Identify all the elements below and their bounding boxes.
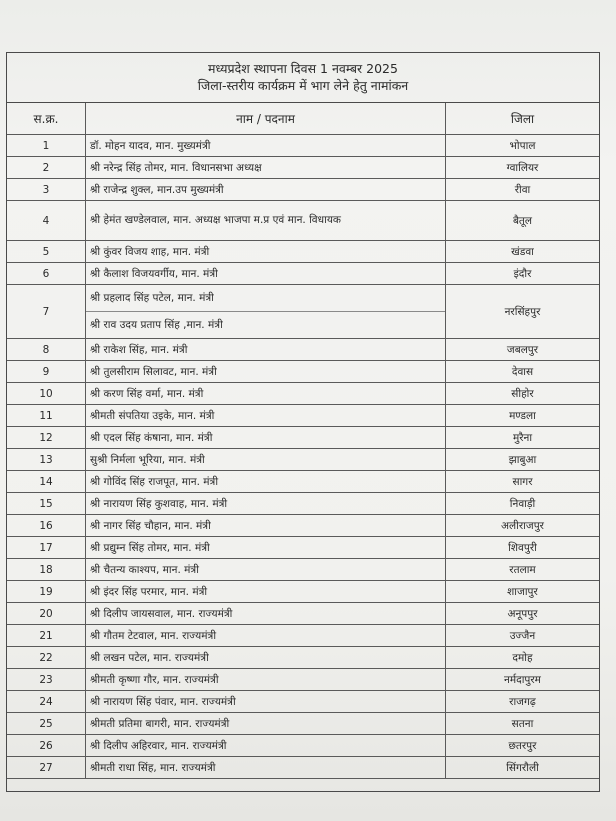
name-designation-cell [86, 471, 446, 493]
document-heading [7, 53, 599, 103]
nominee-name: श्री नागर सिंह चौहान, मान. मंत्री [90, 519, 211, 532]
name-designation-cell [86, 427, 446, 449]
name-designation-cell [86, 179, 446, 201]
header-name-designation: नाम / पदनाम [86, 103, 446, 135]
nominee-name: श्री नारायण सिंह कुशवाह, मान. मंत्री [90, 497, 228, 510]
name-designation-cell [86, 201, 446, 241]
table-row [7, 157, 599, 179]
name-designation-cell [86, 405, 446, 427]
district-cell: शिवपुरी [446, 537, 600, 559]
nomination-table [7, 103, 599, 779]
table-row [7, 361, 599, 383]
serial-no-cell: 21 [7, 625, 86, 647]
nominee-name: श्री दिलीप अहिरवार, मान. राज्यमंत्री [90, 739, 227, 752]
nominee-name: श्री गौतम टेटवाल, मान. राज्यमंत्री [90, 629, 217, 642]
name-designation-cell [86, 157, 446, 179]
serial-no-cell: 7 [7, 285, 86, 339]
name-designation-cell [86, 493, 446, 515]
serial-no-cell: 1 [7, 135, 86, 157]
nominee-name: श्री चैतन्य काश्यप, मान. मंत्री [90, 563, 199, 576]
serial-no-cell: 17 [7, 537, 86, 559]
district-cell: रतलाम [446, 559, 600, 581]
district-cell: इंदौर [446, 263, 600, 285]
table-row [7, 537, 599, 559]
nominee-name: श्री राकेश सिंह, मान. मंत्री [90, 343, 188, 356]
name-designation-cell [86, 713, 446, 735]
table-row [7, 625, 599, 647]
nominee-name: श्री तुलसीराम सिलावट, मान. मंत्री [90, 365, 217, 378]
serial-no-cell: 4 [7, 201, 86, 241]
district-cell: सीहोर [446, 383, 600, 405]
nominee-name: श्री राजेन्द्र शुक्ल, मान.उप मुख्यमंत्री [90, 183, 224, 196]
serial-no-cell: 13 [7, 449, 86, 471]
serial-no-cell: 5 [7, 241, 86, 263]
name-designation-cell [86, 361, 446, 383]
header-serial-no: स.क्र. [7, 103, 86, 135]
district-cell: बैतूल [446, 201, 600, 241]
nominee-name: श्रीमती राधा सिंह, मान. राज्यमंत्री [90, 761, 216, 774]
nominee-name: सुश्री निर्मला भूरिया, मान. मंत्री [90, 453, 205, 466]
district-cell: सतना [446, 713, 600, 735]
name-designation-cell [86, 383, 446, 405]
serial-no-cell: 22 [7, 647, 86, 669]
table-row [7, 339, 599, 361]
nominee-name: डॉ. मोहन यादव, मान. मुख्यमंत्री [90, 139, 211, 152]
serial-no-cell: 25 [7, 713, 86, 735]
name-designation-cell [86, 625, 446, 647]
district-cell: सिंगरौली [446, 757, 600, 779]
district-cell: अलीराजपुर [446, 515, 600, 537]
table-row [7, 603, 599, 625]
name-designation-cell [86, 339, 446, 361]
table-row [7, 471, 599, 493]
serial-no-cell: 12 [7, 427, 86, 449]
table-row [7, 405, 599, 427]
district-cell: रीवा [446, 179, 600, 201]
district-cell: झाबुआ [446, 449, 600, 471]
district-cell: नर्मदापुरम [446, 669, 600, 691]
name-designation-cell [86, 135, 446, 157]
name-designation-cell [86, 691, 446, 713]
serial-no-cell: 2 [7, 157, 86, 179]
table-row [7, 515, 599, 537]
nominee-name: श्री गोविंद सिंह राजपूत, मान. मंत्री [90, 475, 219, 488]
nominee-name: श्री लखन पटेल, मान. राज्यमंत्री [90, 651, 209, 664]
header-district: जिला [446, 103, 600, 135]
district-cell: देवास [446, 361, 600, 383]
nominee-name: श्री प्रहलाद सिंह पटेल, मान. मंत्री [90, 292, 214, 304]
nominee-name: श्री प्रद्युम्न सिंह तोमर, मान. मंत्री [90, 541, 210, 554]
table-row [7, 493, 599, 515]
table-row [7, 427, 599, 449]
name-designation-cell [86, 449, 446, 471]
district-cell: दमोह [446, 647, 600, 669]
serial-no-cell: 10 [7, 383, 86, 405]
serial-no-cell: 8 [7, 339, 86, 361]
serial-no-cell: 23 [7, 669, 86, 691]
table-row [7, 263, 599, 285]
name-designation-cell [86, 515, 446, 537]
district-cell: अनूपपुर [446, 603, 600, 625]
serial-no-cell: 27 [7, 757, 86, 779]
name-designation-cell [86, 241, 446, 263]
table-row [7, 647, 599, 669]
name-designation-cell [86, 669, 446, 691]
nominee-name: श्रीमती कृष्णा गौर, मान. राज्यमंत्री [90, 673, 219, 686]
name-designation-cell [86, 603, 446, 625]
serial-no-cell: 26 [7, 735, 86, 757]
serial-no-cell: 14 [7, 471, 86, 493]
table-row [7, 241, 599, 263]
title-line-2: जिला-स्तरीय कार्यक्रम में भाग लेने हेतु नामांकन [197, 78, 409, 93]
district-cell: उज्जैन [446, 625, 600, 647]
table-row [7, 757, 599, 779]
nominee-name: श्री करण सिंह वर्मा, मान. मंत्री [90, 387, 204, 400]
serial-no-cell: 3 [7, 179, 86, 201]
name-designation-cell [86, 581, 446, 603]
table-row [7, 201, 599, 241]
table-row [7, 449, 599, 471]
district-cell: मुरैना [446, 427, 600, 449]
table-body [7, 135, 599, 779]
table-row [7, 179, 599, 201]
district-cell: निवाड़ी [446, 493, 600, 515]
nominee-name: श्री दिलीप जायसवाल, मान. राज्यमंत्री [90, 607, 233, 620]
serial-no-cell: 18 [7, 559, 86, 581]
nominee-name: श्री कैलाश विजयवर्गीय, मान. मंत्री [90, 267, 218, 280]
name-designation-cell [86, 559, 446, 581]
table-row [7, 735, 599, 757]
table-row [7, 713, 599, 735]
serial-no-cell: 16 [7, 515, 86, 537]
district-cell: ग्वालियर [446, 157, 600, 179]
nomination-document [6, 52, 600, 792]
nominee-name: श्री नरेन्द्र सिंह तोमर, मान. विधानसभा अध्यक्ष [90, 161, 262, 174]
district-cell: खंडवा [446, 241, 600, 263]
title-line-1: मध्यप्रदेश स्थापना दिवस 1 नवम्बर 2025 [208, 61, 398, 76]
nominee-name: श्रीमती संपतिया उइके, मान. मंत्री [90, 409, 215, 422]
district-cell: नरसिंहपुर [446, 285, 600, 339]
name-designation-cell [86, 647, 446, 669]
nominee-name: श्री एदल सिंह कंषाना, मान. मंत्री [90, 431, 213, 444]
serial-no-cell: 15 [7, 493, 86, 515]
name-designation-cell [86, 735, 446, 757]
name-designation-cell [86, 263, 446, 285]
serial-no-cell: 24 [7, 691, 86, 713]
district-cell: जबलपुर [446, 339, 600, 361]
serial-no-cell: 11 [7, 405, 86, 427]
serial-no-cell: 6 [7, 263, 86, 285]
table-row [7, 135, 599, 157]
serial-no-cell: 19 [7, 581, 86, 603]
table-row [7, 559, 599, 581]
nominee-name: श्रीमती प्रतिमा बागरी, मान. राज्यमंत्री [90, 717, 230, 730]
name-designation-cell [86, 285, 446, 339]
table-row [7, 581, 599, 603]
nominee-name: श्री हेमंत खण्डेलवाल, मान. अध्यक्ष भाजपा म.प्र एवं मान. विधायक [90, 214, 341, 226]
nominee-name: श्री कुंवर विजय शाह, मान. मंत्री [90, 245, 210, 258]
name-designation-cell [86, 537, 446, 559]
nominee-name: श्री इंदर सिंह परमार, मान. मंत्री [90, 585, 208, 598]
table-row [7, 691, 599, 713]
district-cell: राजगढ़ [446, 691, 600, 713]
table-row [7, 669, 599, 691]
nominee-name: श्री नारायण सिंह पंवार, मान. राज्यमंत्री [90, 695, 236, 708]
table-row [7, 285, 599, 339]
name-designation-cell [86, 757, 446, 779]
table-row [7, 383, 599, 405]
district-cell: भोपाल [446, 135, 600, 157]
serial-no-cell: 20 [7, 603, 86, 625]
district-cell: सागर [446, 471, 600, 493]
district-cell: मण्डला [446, 405, 600, 427]
serial-no-cell: 9 [7, 361, 86, 383]
district-cell: शाजापुर [446, 581, 600, 603]
nominee-name: श्री राव उदय प्रताप सिंह ,मान. मंत्री [86, 311, 445, 338]
table-header-row [7, 103, 599, 135]
district-cell: छतरपुर [446, 735, 600, 757]
